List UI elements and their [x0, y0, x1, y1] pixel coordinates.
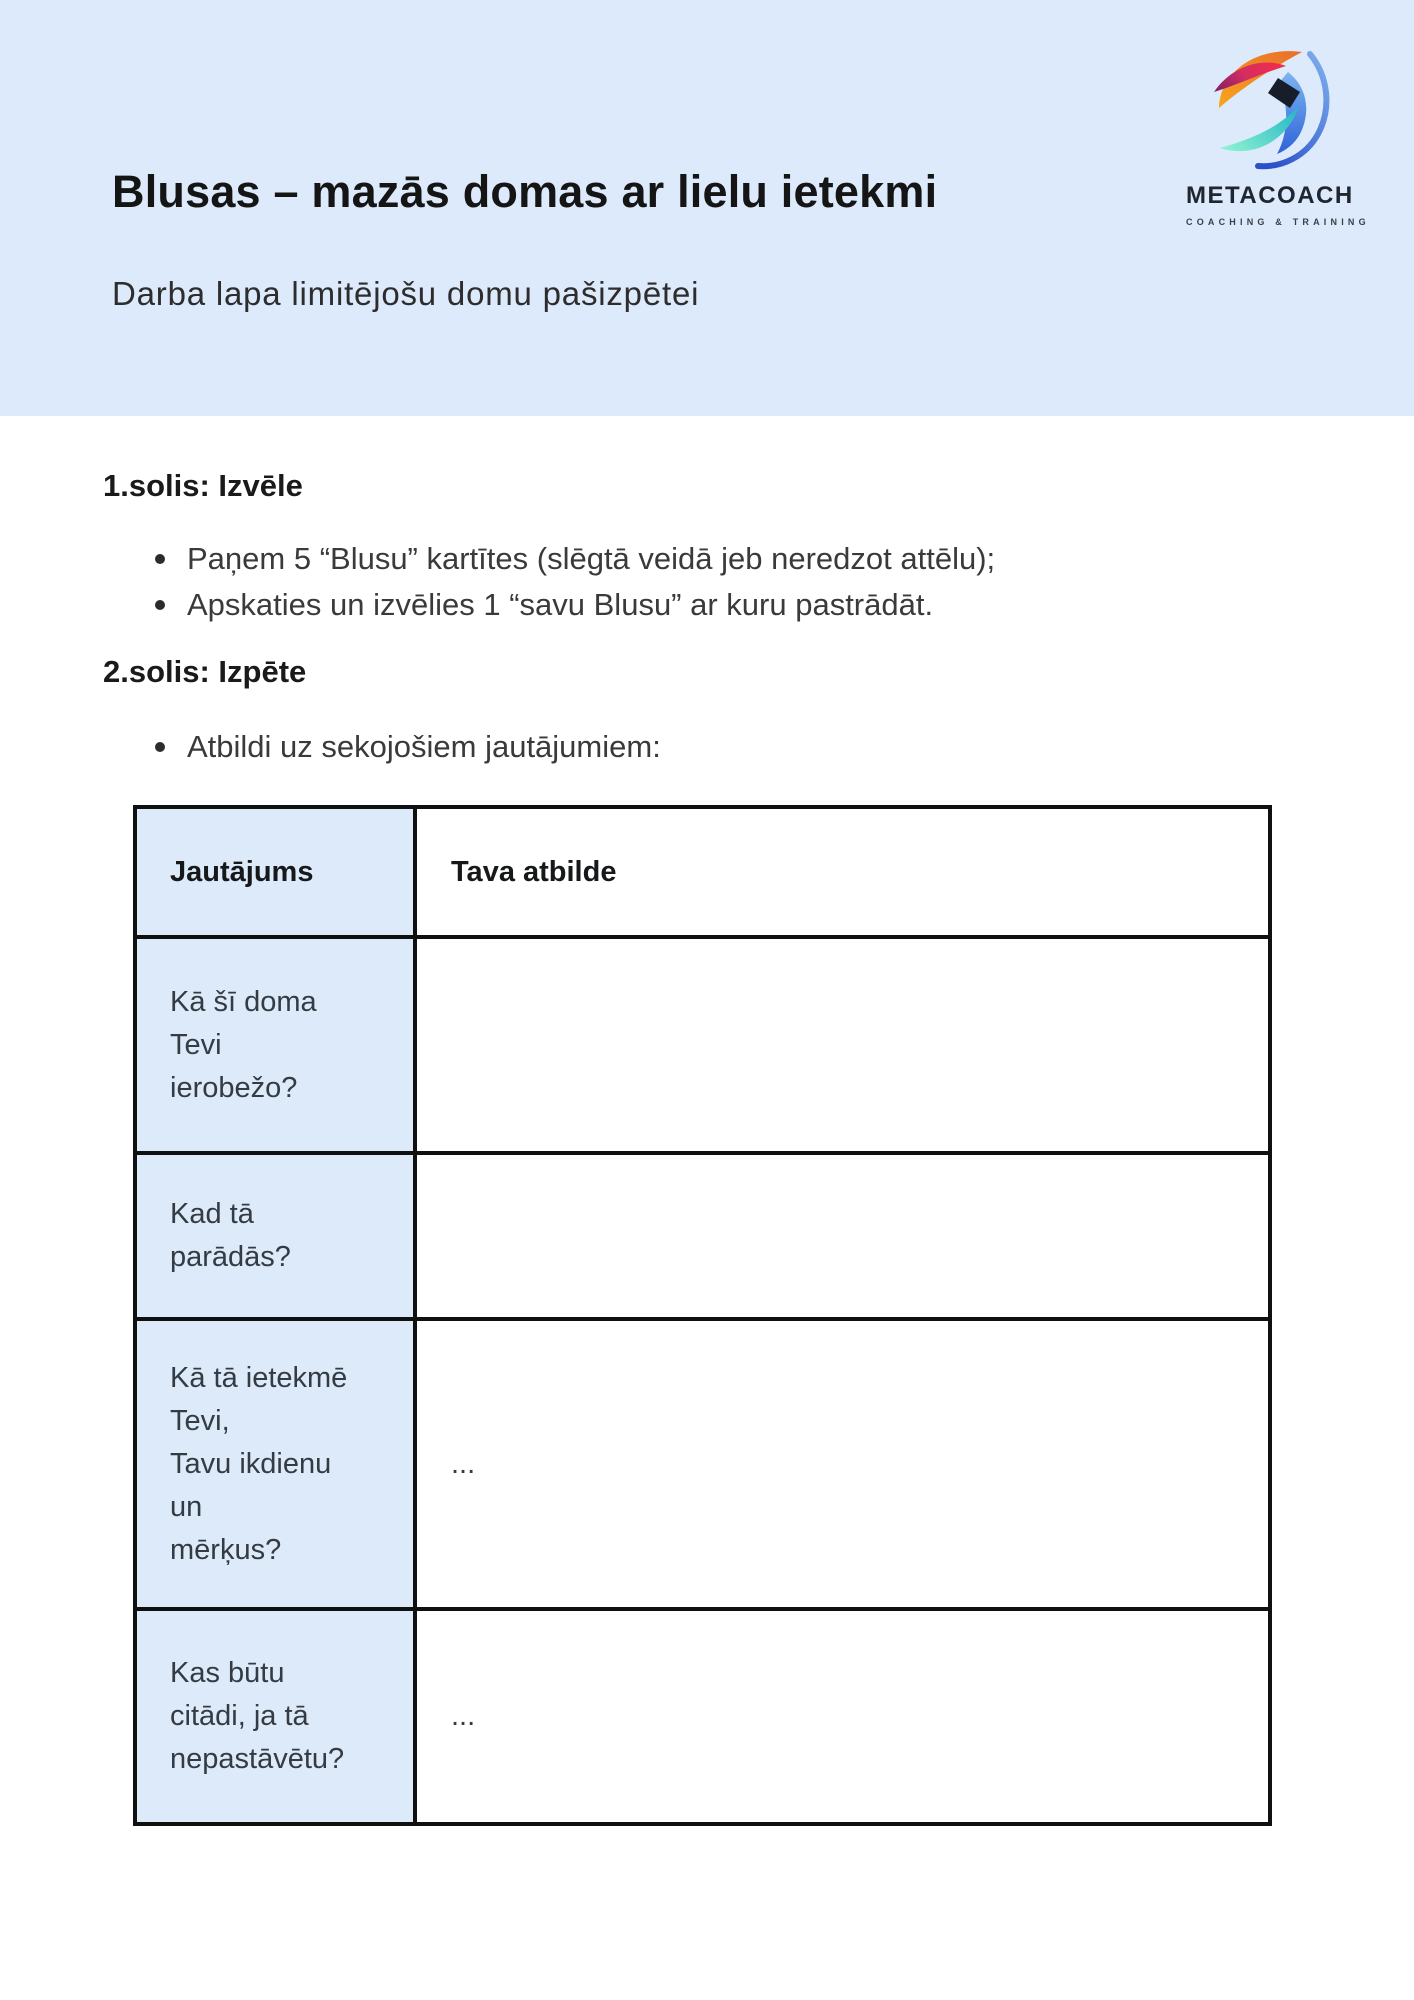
bullet-item: Apskaties un izvēlies 1 “savu Blusu” ar kuru pastrādāt.: [103, 582, 995, 628]
bullet-item: Atbildi uz sekojošiem jautājumiem:: [103, 724, 661, 770]
logo-tagline: COACHING & TRAINING: [1186, 217, 1370, 227]
answer-cell: ...: [415, 1609, 1270, 1824]
table-header-row: [135, 807, 1270, 937]
question-column-header: Jautājums: [135, 807, 415, 937]
answer-cell: [415, 937, 1270, 1153]
step1-bullet-list: [103, 536, 995, 628]
metacoach-logo: [1186, 40, 1370, 227]
bullet-item: Paņem 5 “Blusu” kartītes (slēgtā veidā jeb neredzot attēlu);: [103, 536, 995, 582]
answer-cell: ...: [415, 1319, 1270, 1609]
table-row: [135, 937, 1270, 1153]
step1-heading: 1.solis: Izvēle: [103, 468, 303, 503]
question-cell: Kā tā ietekmē Tevi, Tavu ikdienu un mērķus?: [135, 1319, 415, 1609]
table-row: [135, 1153, 1270, 1319]
logo-wordmark: METACOACH: [1186, 182, 1354, 209]
header-band: [0, 0, 1414, 416]
page-subtitle: Darba lapa limitējošu domu pašizpētei: [112, 275, 700, 312]
step2-bullet-list: [103, 724, 661, 770]
page-title: Blusas – mazās domas ar lielu ietekmi: [112, 166, 938, 218]
question-table: [133, 805, 1272, 1826]
question-cell: Kā šī doma Tevi ierobežo?: [135, 937, 415, 1153]
table-row: [135, 1609, 1270, 1824]
table-row: [135, 1319, 1270, 1609]
answer-column-header: Tava atbilde: [415, 807, 1270, 937]
question-cell: Kad tā parādās?: [135, 1153, 415, 1319]
step2-heading: 2.solis: Izpēte: [103, 654, 307, 689]
answer-cell: [415, 1153, 1270, 1319]
question-cell: Kas būtu citādi, ja tā nepastāvētu?: [135, 1609, 415, 1824]
logo-swirl-icon: [1202, 40, 1334, 176]
